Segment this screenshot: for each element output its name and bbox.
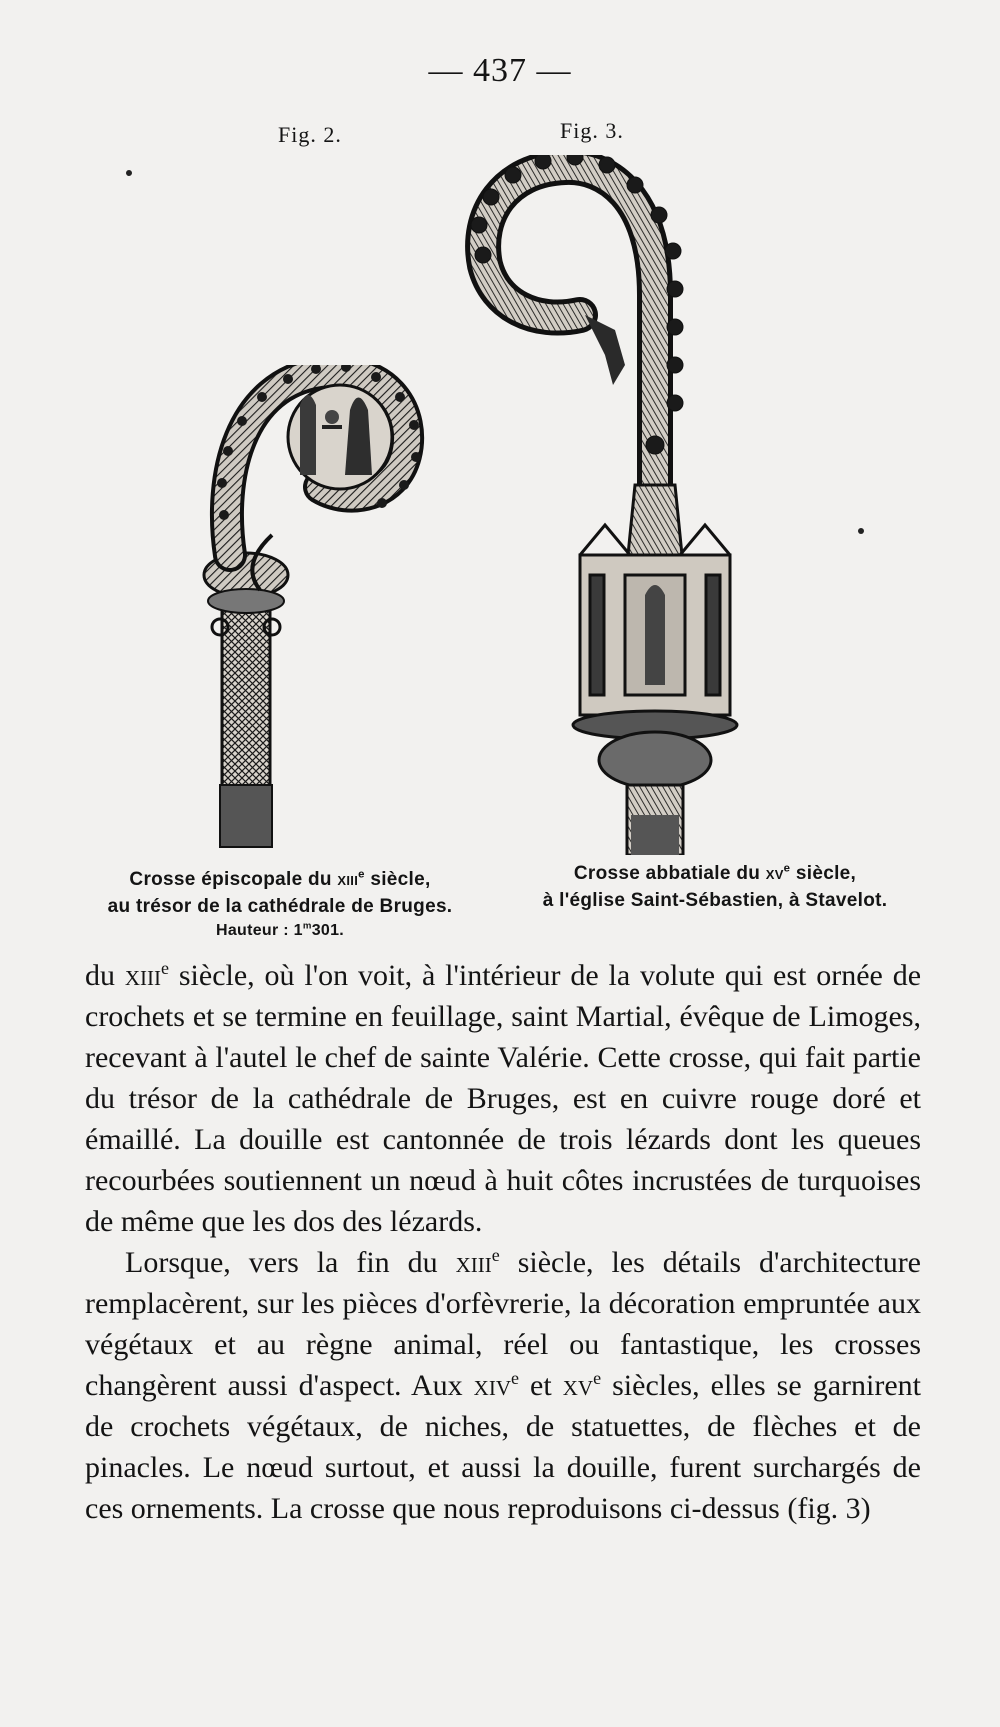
fig2-crosier-illustration: [200, 365, 460, 855]
fig3-caption-line2: à l'église Saint-Sébastien, à Stavelot.: [542, 890, 888, 911]
ink-speck: [858, 528, 864, 534]
fig3-caption-line1: Crosse abbatiale du $xv^e$ siècle,: [573, 862, 857, 884]
page-number: — 437 —: [428, 52, 572, 89]
fig3-label: Fig. 3.: [560, 118, 624, 143]
ink-speck: [126, 170, 132, 176]
fig3-crosier-illustration: [465, 155, 785, 855]
paragraph-2: Lorsque, vers la fin du xiii$^e$ siècle, les détails d'architecture remplacèrent, sur les pièces d'orfèvrerie, la décoration empruntée aux végétaux et au règne animal, réel ou fantastique, les crosses changèrent aussi d'aspect. Aux xiv$^e$ et $xv^e$ siècles, elles se garnirent de crochets végétaux, de niches, de statuettes, de flèches et de pinacles. Le nœud surtout, et aussi la douille, furent surchargés de ces ornements. La crosse que nous reproduisons ci-dessus (fig. 3): [85, 1245, 921, 1525]
paragraph-1: du xiii$^e$ siècle, où l'on voit, à l'intérieur de la volute qui est ornée de crochets et se termine en feuillage, saint Martial, évêque de Limoges, recevant à l'autel le chef de sainte Valérie. Cette crosse, qui fait partie du trésor de la cathédrale de Bruges, est en cuivre rouge doré et émaillé. La douille est cantonnée de trois lézards dont les queues recourbées soutiennent un nœud à huit côtes incrustées de turquoises de même que les dos des lézards.: [85, 958, 922, 1238]
fig2-caption-line1: Crosse épiscopale du xiii$^e$ siècle,: [129, 868, 431, 890]
fig2-caption: [70, 866, 490, 942]
fig2-label: Fig. 2.: [278, 122, 342, 147]
fig2-height: Hauteur : 1$^m$301.: [215, 920, 345, 939]
body-text: [85, 955, 921, 1529]
fig2-caption-line2: au trésor de la cathédrale de Bruges.: [107, 896, 453, 917]
fig3-caption: [505, 860, 925, 914]
